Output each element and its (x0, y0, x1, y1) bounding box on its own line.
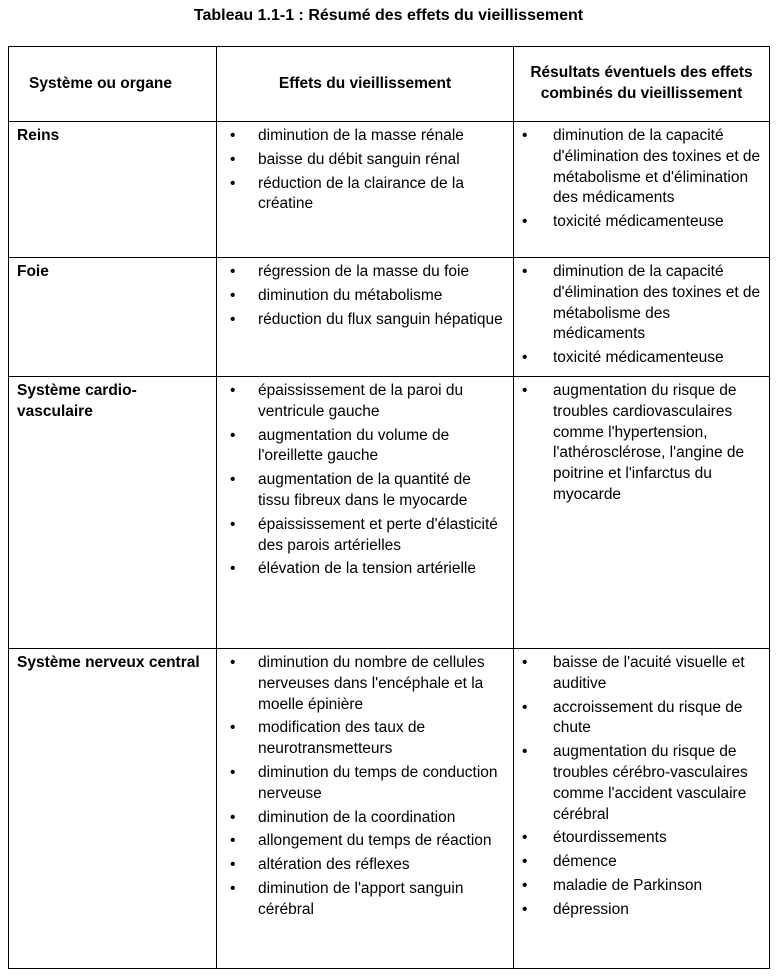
list-item: • modification des taux de neurotransmetteurs (225, 718, 507, 760)
list-item: • toxicité médicamenteuse (522, 212, 763, 233)
list-item: • toxicité médicamenteuse (522, 348, 763, 369)
header-results: Résultats éventuels des effets combinés du vieillissement (514, 47, 770, 122)
list-item: • diminution du métabolisme (225, 286, 507, 307)
row-results (514, 649, 770, 969)
row-effects (217, 649, 514, 969)
list-item: • augmentation du volume de l'oreillette gauche (225, 426, 507, 468)
list-item: • accroissement du risque de chute (522, 698, 763, 740)
row-effects (217, 377, 514, 649)
list-item: • démence (522, 852, 763, 873)
list-item: • augmentation du risque de troubles cardiovasculaires comme l'hypertension, l'athérosclérose, l'angine de poitrine et l'infarctus du myocarde (522, 381, 763, 506)
list-item: • maladie de Parkinson (522, 876, 763, 897)
row-effects (217, 258, 514, 377)
row-results (514, 377, 770, 649)
row-system: Reins (9, 122, 217, 258)
list-item: • diminution du nombre de cellules nerveuses dans l'encéphale et la moelle épinière (225, 653, 507, 715)
row-results (514, 258, 770, 377)
list-item: • augmentation de la quantité de tissu fibreux dans le myocarde (225, 470, 507, 512)
row-results (514, 122, 770, 258)
row-effects (217, 122, 514, 258)
list-item: • augmentation du risque de troubles cérébro-vasculaires comme l'accident vasculaire cérébral (522, 742, 763, 825)
table-title: Tableau 1.1-1 : Résumé des effets du vieillissement (193, 7, 584, 24)
aging-effects-table (8, 46, 770, 969)
list-item: • diminution de la coordination (225, 808, 507, 829)
list-item: • diminution de la capacité d'élimination des toxines et de métabolisme des médicaments (522, 262, 763, 345)
list-item: • diminution de la masse rénale (225, 126, 507, 147)
row-system: Système nerveux central (9, 649, 217, 969)
list-item: • diminution de l'apport sanguin cérébral (225, 879, 507, 921)
list-item: • réduction de la clairance de la créatine (225, 174, 507, 216)
list-item: • diminution du temps de conduction nerveuse (225, 763, 507, 805)
header-effects: Effets du vieillissement (217, 47, 514, 122)
table-row (9, 258, 770, 377)
table-row (9, 122, 770, 258)
list-item: • épaississement de la paroi du ventricule gauche (225, 381, 507, 423)
row-system: Foie (9, 258, 217, 377)
list-item: • baisse de l'acuité visuelle et auditive (522, 653, 763, 695)
list-item: • altération des réflexes (225, 855, 507, 876)
list-item: • réduction du flux sanguin hépatique (225, 310, 507, 331)
list-item: • étourdissements (522, 828, 763, 849)
list-item: • épaississement et perte d'élasticité des parois artérielles (225, 515, 507, 557)
list-item: • élévation de la tension artérielle (225, 559, 507, 580)
list-item: • baisse du débit sanguin rénal (225, 150, 507, 171)
list-item: • régression de la masse du foie (225, 262, 507, 283)
header-system: Système ou organe (9, 47, 217, 122)
table-row (9, 649, 770, 969)
row-system: Système cardio-vasculaire (9, 377, 217, 649)
header-row (9, 47, 770, 122)
list-item: • diminution de la capacité d'élimination des toxines et de métabolisme et d'élimination des médicaments (522, 126, 763, 209)
list-item: • allongement du temps de réaction (225, 831, 507, 852)
list-item: • dépression (522, 900, 763, 921)
table-row (9, 377, 770, 649)
